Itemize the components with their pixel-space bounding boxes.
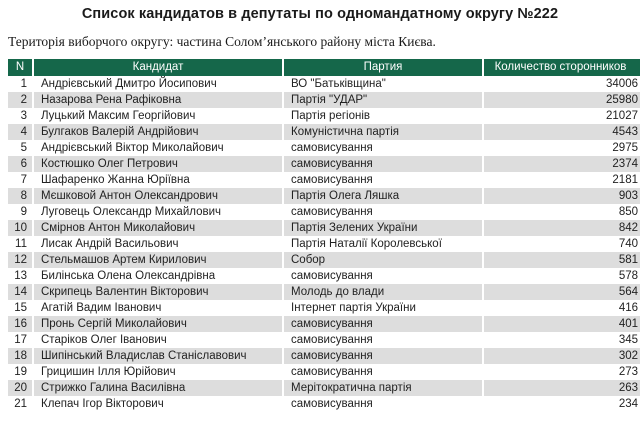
- table-row[interactable]: [8, 268, 640, 284]
- cell-supporters-count: 2975: [484, 140, 640, 156]
- cell-candidate-name: Клепач Ігор Вікторович: [34, 396, 284, 412]
- cell-supporters-count: 842: [484, 220, 640, 236]
- cell-candidate-name: Луцький Максим Георгійович: [34, 108, 284, 124]
- cell-supporters-count: 4543: [484, 124, 640, 140]
- cell-candidate-name: Андрієвський Дмитро Йосипович: [34, 76, 284, 92]
- cell-party: Партія Зелених України: [284, 220, 484, 236]
- cell-number: 16: [8, 316, 34, 332]
- cell-party: самовисування: [284, 172, 484, 188]
- cell-candidate-name: Андрієвський Віктор Миколайович: [34, 140, 284, 156]
- table-row[interactable]: [8, 124, 640, 140]
- cell-party: самовисування: [284, 396, 484, 412]
- cell-number: 13: [8, 268, 34, 284]
- cell-number: 7: [8, 172, 34, 188]
- cell-supporters-count: 581: [484, 252, 640, 268]
- cell-supporters-count: 234: [484, 396, 640, 412]
- cell-party: самовисування: [284, 364, 484, 380]
- cell-candidate-name: Луговець Олександр Михайлович: [34, 204, 284, 220]
- cell-party: Партія Наталії Королевської: [284, 236, 484, 252]
- cell-party: ВО "Батьківщина": [284, 76, 484, 92]
- cell-candidate-name: Смірнов Антон Миколайович: [34, 220, 284, 236]
- cell-candidate-name: Агатій Вадим Іванович: [34, 300, 284, 316]
- cell-number: 8: [8, 188, 34, 204]
- table-row[interactable]: [8, 284, 640, 300]
- cell-candidate-name: Шипінський Владислав Станіславович: [34, 348, 284, 364]
- cell-candidate-name: Грицишин Ілля Юрійович: [34, 364, 284, 380]
- cell-party: самовисування: [284, 204, 484, 220]
- cell-supporters-count: 273: [484, 364, 640, 380]
- cell-party: Інтернет партія України: [284, 300, 484, 316]
- cell-candidate-name: Старіков Олег Іванович: [34, 332, 284, 348]
- cell-number: 11: [8, 236, 34, 252]
- cell-candidate-name: Стельмашов Артем Кирилович: [34, 252, 284, 268]
- cell-party: самовисування: [284, 140, 484, 156]
- cell-supporters-count: 416: [484, 300, 640, 316]
- cell-party: самовисування: [284, 316, 484, 332]
- cell-candidate-name: Назарова Рена Рафіковна: [34, 92, 284, 108]
- cell-supporters-count: 345: [484, 332, 640, 348]
- cell-candidate-name: Шафаренко Жанна Юріївна: [34, 172, 284, 188]
- column-header-number[interactable]: N: [8, 59, 34, 76]
- cell-supporters-count: 564: [484, 284, 640, 300]
- table-row[interactable]: [8, 108, 640, 124]
- cell-number: 3: [8, 108, 34, 124]
- table-row[interactable]: [8, 380, 640, 396]
- cell-supporters-count: 25980: [484, 92, 640, 108]
- cell-number: 6: [8, 156, 34, 172]
- table-row[interactable]: [8, 300, 640, 316]
- cell-party: Комуністична партія: [284, 124, 484, 140]
- cell-party: Партія Олега Ляшка: [284, 188, 484, 204]
- table-row[interactable]: [8, 220, 640, 236]
- cell-number: 4: [8, 124, 34, 140]
- cell-supporters-count: 2181: [484, 172, 640, 188]
- cell-supporters-count: 850: [484, 204, 640, 220]
- cell-number: 9: [8, 204, 34, 220]
- cell-supporters-count: 21027: [484, 108, 640, 124]
- table-header-row: [8, 59, 640, 76]
- table-row[interactable]: [8, 156, 640, 172]
- cell-number: 21: [8, 396, 34, 412]
- table-header: [8, 59, 640, 76]
- cell-party: Молодь до влади: [284, 284, 484, 300]
- cell-party: Партія регіонів: [284, 108, 484, 124]
- cell-candidate-name: Булгаков Валерій Андрійович: [34, 124, 284, 140]
- cell-number: 12: [8, 252, 34, 268]
- cell-number: 2: [8, 92, 34, 108]
- cell-supporters-count: 401: [484, 316, 640, 332]
- table-row[interactable]: [8, 92, 640, 108]
- table-row[interactable]: [8, 172, 640, 188]
- table-row[interactable]: [8, 316, 640, 332]
- table-row[interactable]: [8, 332, 640, 348]
- cell-candidate-name: Билінська Олена Олександрівна: [34, 268, 284, 284]
- cell-number: 17: [8, 332, 34, 348]
- cell-party: самовисування: [284, 156, 484, 172]
- cell-number: 5: [8, 140, 34, 156]
- cell-number: 18: [8, 348, 34, 364]
- page-title: Список кандидатов в депутаты по одномандатному округу №222: [81, 6, 559, 22]
- table-row[interactable]: [8, 252, 640, 268]
- column-header-party[interactable]: Партия: [284, 59, 484, 76]
- table-row[interactable]: [8, 140, 640, 156]
- table-row[interactable]: [8, 188, 640, 204]
- candidates-table: [8, 59, 640, 412]
- table-row[interactable]: [8, 204, 640, 220]
- cell-supporters-count: 263: [484, 380, 640, 396]
- cell-candidate-name: Костюшко Олег Петрович: [34, 156, 284, 172]
- cell-supporters-count: 2374: [484, 156, 640, 172]
- cell-supporters-count: 578: [484, 268, 640, 284]
- cell-party: Мерітократична партія: [284, 380, 484, 396]
- cell-candidate-name: Лисак Андрій Васильович: [34, 236, 284, 252]
- cell-party: Собор: [284, 252, 484, 268]
- column-header-candidate[interactable]: Кандидат: [34, 59, 284, 76]
- cell-supporters-count: 903: [484, 188, 640, 204]
- table-body: [8, 76, 640, 412]
- cell-party: самовисування: [284, 332, 484, 348]
- column-header-supporters-count[interactable]: Количество сторонников: [484, 59, 640, 76]
- cell-number: 19: [8, 364, 34, 380]
- cell-number: 20: [8, 380, 34, 396]
- cell-number: 1: [8, 76, 34, 92]
- cell-candidate-name: Скрипець Валентин Вікторович: [34, 284, 284, 300]
- cell-supporters-count: 34006: [484, 76, 640, 92]
- table-row[interactable]: [8, 236, 640, 252]
- cell-candidate-name: Стрижко Галина Василівна: [34, 380, 284, 396]
- table-row[interactable]: [8, 364, 640, 380]
- table-row[interactable]: [8, 396, 640, 412]
- cell-supporters-count: 302: [484, 348, 640, 364]
- cell-number: 15: [8, 300, 34, 316]
- candidates-table-container: [0, 50, 640, 412]
- cell-supporters-count: 740: [484, 236, 640, 252]
- cell-candidate-name: Мєшковой Антон Олександрович: [34, 188, 284, 204]
- cell-party: Партія "УДАР": [284, 92, 484, 108]
- cell-party: самовисування: [284, 348, 484, 364]
- district-territory-description: Територія виборчого округу: частина Солом’янського району міста Києва.: [8, 34, 436, 49]
- table-row[interactable]: [8, 348, 640, 364]
- cell-candidate-name: Пронь Сергій Миколайович: [34, 316, 284, 332]
- cell-party: самовисування: [284, 268, 484, 284]
- cell-number: 10: [8, 220, 34, 236]
- cell-number: 14: [8, 284, 34, 300]
- table-row[interactable]: [8, 76, 640, 92]
